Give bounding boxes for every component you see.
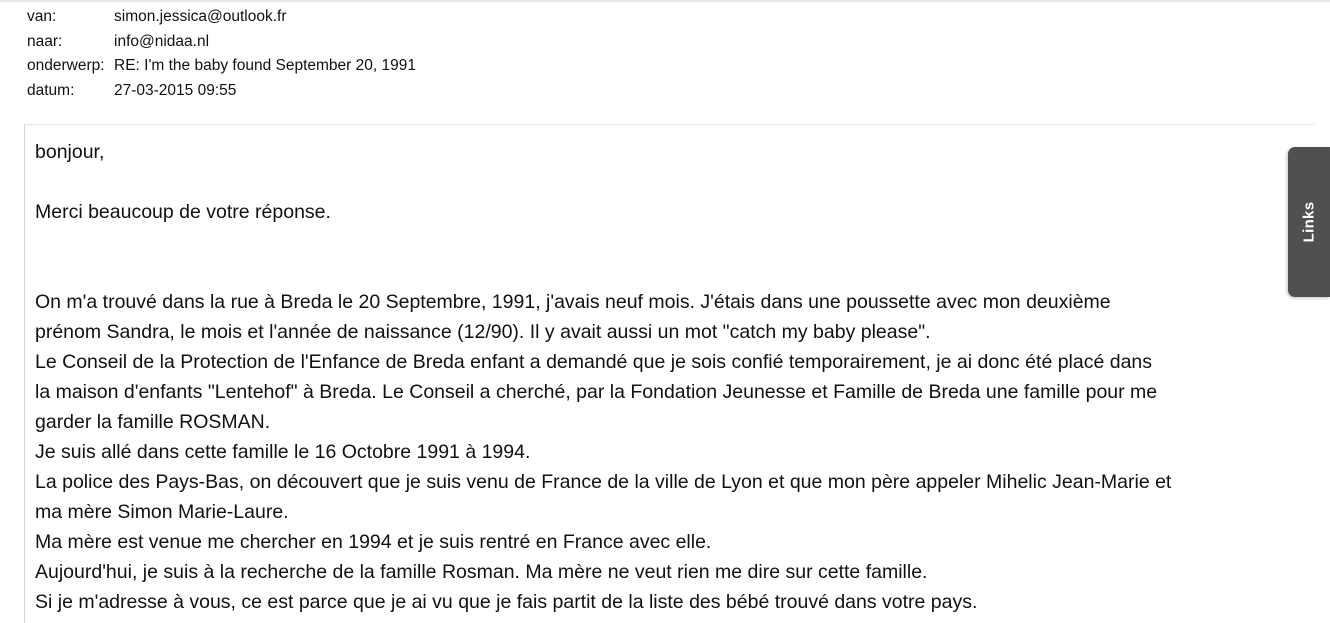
body-line: Merci beaucoup de votre réponse. <box>35 201 331 223</box>
body-line <box>35 227 1305 257</box>
body-line: prénom Sandra, le mois et l'année de naissance (12/90). Il y avait aussi un mot "catch my baby please". <box>35 321 931 343</box>
body-line <box>35 167 1305 197</box>
body-line: Ma mère est venue me chercher en 1994 et je suis rentré en France avec elle. <box>35 531 712 553</box>
header-label: onderwerp: <box>27 57 105 74</box>
body-line: la maison d'enfants "Lentehof" à Breda. Le Conseil a cherché, par la Fondation Jeunesse et Famille de Breda une famille pour me <box>35 381 1158 403</box>
from-address[interactable]: simon.jessica@outlook.fr <box>114 8 287 25</box>
body-line: Je suis allé dans cette famille le 16 Octobre 1991 à 1994. <box>35 441 531 463</box>
subject-text: RE: I'm the baby found September 20, 1991 <box>114 57 416 74</box>
header-subject <box>27 54 416 79</box>
body-line: bonjour, <box>35 141 105 163</box>
links-side-tab[interactable] <box>1288 147 1330 297</box>
body-line: Si je m'adresse à vous, ce est parce que je ai vu que je fais partit de la liste des bébé trouvé dans votre pays. <box>35 591 978 613</box>
header-label: datum: <box>27 81 75 99</box>
body-line: Aujourd'hui, je suis à la recherche de la famille Rosman. Ma mère ne veut rien me dire sur cette famille. <box>35 561 928 583</box>
body-line: garder la famille ROSMAN. <box>35 411 271 433</box>
body-line: ma mère Simon Marie-Laure. <box>35 501 289 523</box>
top-divider <box>0 0 1330 2</box>
message-body <box>35 137 1305 617</box>
body-line: On m'a trouvé dans la rue à Breda le 20 Septembre, 1991, j'avais neuf mois. J'étais dans une poussette avec mon deuxième <box>35 291 1111 313</box>
header-from <box>27 5 416 30</box>
body-line: Le Conseil de la Protection de l'Enfance de Breda enfant a demandé que je sois confié temporairement, je ai donc été placé dans <box>35 351 1153 373</box>
links-tab-label: Links <box>1300 201 1318 243</box>
date-text: 27-03-2015 09:55 <box>114 81 237 99</box>
to-address[interactable]: info@nidaa.nl <box>114 32 210 50</box>
header-label: van: <box>27 8 57 25</box>
header-label: naar: <box>27 32 63 50</box>
header-date <box>27 79 416 104</box>
header-to <box>27 30 416 55</box>
body-line <box>35 257 1305 287</box>
body-line: La police des Pays-Bas, on découvert que je suis venu de France de la ville de Lyon et que mon père appeler Mihelic Jean-Marie et <box>35 471 1172 493</box>
email-header <box>27 5 416 103</box>
